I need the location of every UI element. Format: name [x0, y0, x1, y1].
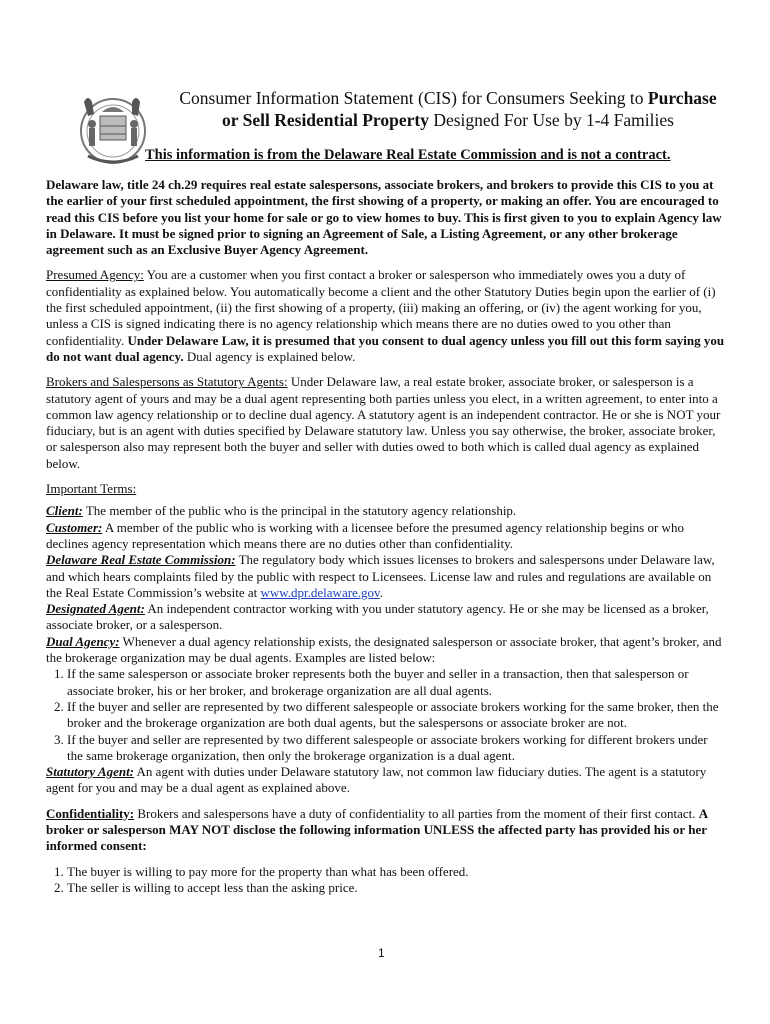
- confidentiality-list: [46, 864, 726, 897]
- title-line2-text: Designed For Use by 1-4 Families: [428, 110, 674, 130]
- term-dual-agency: Dual Agency: Whenever a dual agency relationship exists, the designated salesperson or associate broker, that agent’s broker, and the brokerage organization may be dual agents. Examples are listed below:: [46, 633, 722, 666]
- list-item: 1. The buyer is willing to pay more for the property than what has been offered.: [67, 864, 726, 880]
- term-designated-agent: Designated Agent: An independent contractor working with you under statutory agency. He or she may be licensed as a broker, associate broker, or a salesperson.: [46, 601, 709, 633]
- term-statutory-agent: Statutory Agent: An agent with duties under Delaware statutory law, not common law fiduciary duties. The agent is a statutory agent for you and may be a dual agent as explained above.: [46, 764, 707, 796]
- delaware-state-seal-icon: [70, 84, 156, 170]
- page-number: 1: [378, 946, 385, 960]
- title-line1-text: Consumer Information Statement (CIS) for Consumers Seeking to: [179, 88, 648, 108]
- document-title: [168, 87, 728, 131]
- term-customer: Customer: A member of the public who is working with a licensee before the presumed agency relationship begins or who declines agency representation which means there are no duties other than confidentiality.: [46, 519, 684, 551]
- title-line1-bold: Purchase: [647, 88, 717, 108]
- presumed-agency-heading: Presumed Agency:: [46, 267, 144, 283]
- document-body: [46, 177, 726, 896]
- list-item: 2. The seller is willing to accept less than the asking price.: [67, 880, 726, 896]
- title-line2-bold: or Sell Residential Property: [222, 110, 429, 130]
- commission-notice: This information is from the Delaware Real Estate Commission and is not a contract.: [145, 147, 671, 163]
- intro-paragraph: Delaware law, title 24 ch.29 requires real estate salespersons, associate brokers, and brokers to provide this CIS to you at the earlier of your first scheduled appointment, the first showing of a property, or making an offer. You are encouraged to read this CIS before you list your home for sale or go to view homes to buy. This is first given to you to explain Agency law in Delaware. It must be signed prior to signing an Agreement of Sale, a Listing Agreement, or any other brokerage agreement such as an Exclusive Buyer Agency Agreement.: [46, 177, 722, 258]
- list-item: 3. If the buyer and seller are represented by two different salespeople or associate brokers working for different brokers under the same brokerage organization, then only the brokerage organization is a dual agent.: [67, 732, 726, 765]
- term-commission: Delaware Real Estate Commission: The regulatory body which issues licenses to brokers and salespersons under Delaware law, and which hears complaints filed by the public with respect to Licensees. License law and rules and regulations are available on the Real Estate Commission’s website at www.dpr.delaware.gov.: [46, 552, 715, 600]
- dual-agency-examples: [46, 666, 726, 764]
- important-terms-list: [46, 503, 726, 796]
- list-item: 2. If the buyer and seller are represented by two different salespeople or associate brokers working for the same broker, then the broker and the brokerage organization are both dual agents, but the salespersons or associate broker are not.: [67, 699, 726, 732]
- statutory-agents-heading: Brokers and Salespersons as Statutory Agents:: [46, 374, 288, 390]
- presumed-agency-paragraph: Presumed Agency: You are a customer when you first contact a broker or salesperson who immediately owes you a duty of confidentiality as explained below. You automatically become a client and the other Statutory Duties begin upon the earlier of (i) the first scheduled appointment, (ii) the first showing of a property, (iii) making an offering, or (iv) the agent working for you, unless a CIS is signed indicating there is no agency relationship which means there are no duties owed to you other than confidentiality. Under Delaware Law, it is presumed that you consent to dual agency unless you fill out this form saying you do not want dual agency. Dual agency is explained below.: [46, 267, 725, 364]
- term-client: Client: The member of the public who is the principal in the statutory agency relationship.: [46, 503, 517, 519]
- list-item: 1. If the same salesperson or associate broker represents both the buyer and seller in a transaction, then that salesperson or associate broker, his or her broker, and brokerage organization are all dual agents.: [67, 666, 726, 699]
- confidentiality-heading: Confidentiality:: [46, 805, 135, 821]
- statutory-agents-paragraph: Brokers and Salespersons as Statutory Agents: Under Delaware law, a real estate broker, associate broker, or salesperson is a statutory agent of yours and may be a dual agent representing both parties unless you elect, in a written agreement, to enter into a common law agency relationship or to decline dual agency. A statutory agent is an independent contractor. He or she is NOT your fiduciary, but is an agent with duties specified by Delaware statutory law. Unless you say otherwise, the broker, associate broker, or salesperson also may represent both the buyer and seller with duties owed to both which is called dual agency as explained below.: [46, 374, 721, 471]
- commission-website-link[interactable]: www.dpr.delaware.gov: [260, 584, 380, 600]
- important-terms-heading: Important Terms:: [46, 481, 137, 497]
- confidentiality-paragraph: Confidentiality: Brokers and salespersons have a duty of confidentiality to all parties from the moment of their first contact. A broker or salesperson MAY NOT disclose the following information UNLESS the affected party has provided his or her informed consent:: [46, 805, 708, 854]
